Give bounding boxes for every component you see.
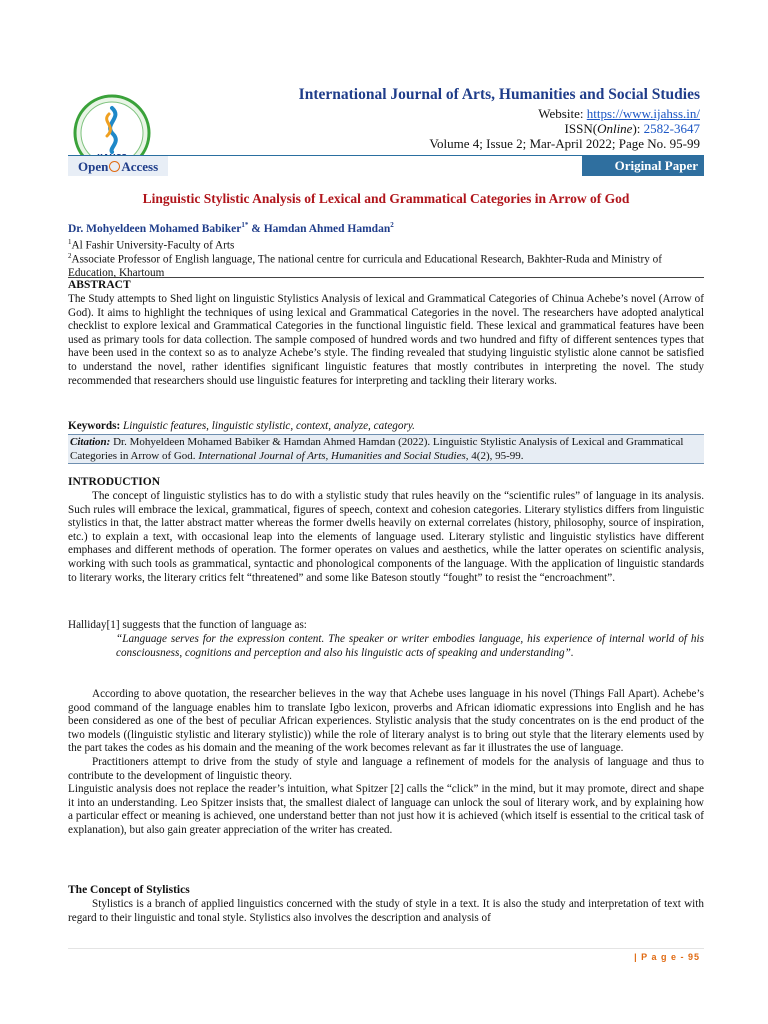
header-band <box>68 155 704 177</box>
issn-line <box>565 121 700 137</box>
intro-p2: According to above quotation, the researcher believes in the way that Achebe uses language in his novel (Things Fall Apart). Achebe’s good command of the language enables him to translate Igbo lexicon, proverbs and African idiomatic expressions into English and he has been considered as one of the best of peculiar African experiences. Stylistic analysis that the study concentrates on is the end product of the two models ((linguistic stylistic and literary stylistic)) while the role of literary analyst is to bring out style that the literary elements used by the part takes the codes as his domain and the meaning of the work becomes relevant as far it illustrates the use of language. <box>68 688 704 755</box>
volume-info: Volume 4; Issue 2; Mar-April 2022; Page No. 95-99 <box>429 136 700 151</box>
aff-2-sup: 2 <box>68 252 72 260</box>
issn-sep: ): <box>632 121 644 136</box>
intro-p1: The concept of linguistic stylistics has to do with a stylistic study that rules heavily on the “scientific rules” of language in its analysis. Such rules will embrace the lexical, grammatical, figures of speech, context and cohesion categories. Literary stylistics differs from linguistic stylistics in that, the latter abstract matter whereas the former dwells heavily on external correlates (history, philosophy, source of inspiration, etc.) to explain a text, with occasional leap into the elements of language used. Literary stylistic and linguistic stylistics have different emphases and different methods of operation. The former operates on values and aesthetics, while the latter operates on scientific analysis, working with such tools as grammatical, syntactic and phonological components of the language. With the application of linguistic standards to literary works, the literary critics felt “threatened” and some like Bateson stoutly “fought” to resist the “encroachment”. <box>68 490 704 584</box>
intro-p4: Linguistic analysis does not replace the reader’s intuition, what Spitzer [2] calls the “click” in the mind, but it may promote, direct and shape it into an understanding. Leo Spitzer insists that, the smallest dialect of language can unlock the soul of literary work, and by explaining how a particular effect or meaning is achieved, one understand better than not just how it is achieved (which itself is essential to the critical task of explanation), but also gain greater appreciation of the writer has created. <box>68 783 704 836</box>
halliday-line <box>68 619 704 633</box>
issn-online: Online <box>597 121 633 136</box>
page-number: | P a g e - 95 <box>634 952 700 962</box>
authors <box>68 221 394 235</box>
issn-label: ISSN( <box>564 121 598 136</box>
keywords-list: Linguistic features, linguistic stylistic, context, analyze, category. <box>120 420 415 432</box>
halliday-text: Halliday[1] suggests that the function of language as: <box>68 619 307 631</box>
citation-tail: , 4(2), 95-99. <box>465 449 524 462</box>
introduction-heading: INTRODUCTION <box>68 476 161 488</box>
aff-1-text: Al Fashir University-Faculty of Arts <box>71 239 235 252</box>
citation-label: Citation: <box>70 436 111 448</box>
author-2: & Hamdan Ahmed Hamdan <box>248 222 391 235</box>
concept-paragraph <box>68 898 704 925</box>
abstract-heading: ABSTRACT <box>68 277 704 291</box>
issn-number: 2582-3647 <box>643 121 700 136</box>
intro-paragraph-1 <box>68 490 704 585</box>
intro-paragraphs-2 <box>68 688 704 838</box>
citation-text: Dr. Mohyeldeen Mohamed Babiker & Hamdan Ahmed Hamdan (2022). Linguistic Stylistic Analysis of Lexical and Grammatical Categories in Arrow of God. <box>70 436 684 462</box>
aff-2-text: Associate Professor of English language, The national centre for curricula and Educational Research, Bakhter-Ruda and Ministry of Education, Khartoum <box>68 253 662 280</box>
concept-heading: The Concept of Stylistics <box>68 884 190 896</box>
aff-1-sup: 1 <box>68 238 72 246</box>
keywords-label: Keywords: <box>68 420 121 432</box>
website-label: Website: <box>538 106 587 121</box>
block-quote: “Language serves for the expression content. The speaker or writer embodies language, his experience of internal world of his consciousness, cognitions and perception and also his linguistic acts of speaking and understanding”. <box>116 633 704 659</box>
intro-p3: Practitioners attempt to drive from the study of style and language a refinement of models for the analysis of language and thus to contribute to the development of linguistic theory. <box>68 755 704 782</box>
footer-rule <box>68 948 704 949</box>
open-access-post: Access <box>121 159 159 174</box>
keywords <box>68 420 704 432</box>
open-access-pre: Open <box>78 159 109 174</box>
open-access-icon <box>109 161 120 172</box>
journal-title: International Journal of Arts, Humanities and Social Studies <box>298 86 700 103</box>
author-2-sup: 2 <box>390 221 394 229</box>
citation-box <box>68 434 704 464</box>
citation-journal: International Journal of Arts, Humanities and Social Studies <box>198 449 466 462</box>
paper-type-badge: Original Paper <box>582 156 704 176</box>
website-link[interactable]: https://www.ijahss.in/ <box>586 106 700 121</box>
concept-p1: Stylistics is a branch of applied linguistics concerned with the study of style in a text. It is also the study and interpretation of text with regard to their linguistic and tonal style. Stylistics also involves the description and analysis of <box>68 898 704 924</box>
abstract-text: The Study attempts to Shed light on linguistic Stylistics Analysis of lexical and Grammatical Categories of Chinua Achebe’s novel (Arrow of God). It aims to highlight the techniques of using lexical and Grammatical Categories in the novel. The researchers have adopted analytical checklist to explore lexical and Grammatical Categories in the functional linguistic field. These lexical and grammatical features have been used as primary tools for data collection. The sample composed of hundred words and two hundred and fifty of different sentences types that have been used in the context so as to analyze Achebe’s style. The finding revealed that studying linguistic stylistic alone cannot be satisfied to understand the novel, rather identifies significant linguistic features that mostly contributes in interpreting the novel. The study recommended that researchers should use linguistic features for interpreting and tackling their literary works. <box>68 293 704 387</box>
website-line <box>538 106 700 122</box>
author-1-sup: 1* <box>241 221 249 229</box>
paper-title: Linguistic Stylistic Analysis of Lexical and Grammatical Categories in Arrow of God <box>142 191 630 206</box>
open-access-label <box>78 159 158 175</box>
author-1: Dr. Mohyeldeen Mohamed Babiker <box>68 222 242 235</box>
